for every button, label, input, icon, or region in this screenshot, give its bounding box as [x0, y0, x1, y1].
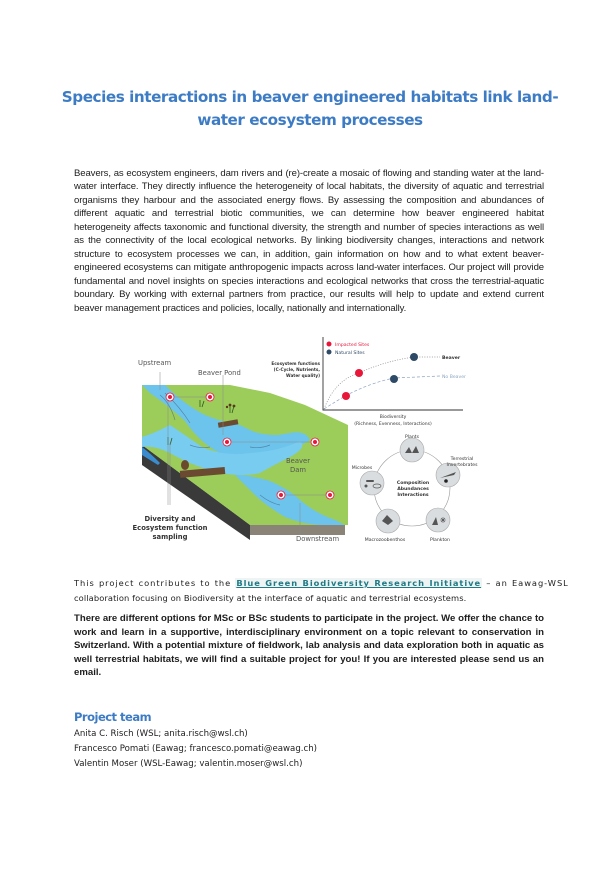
node-microbes: Microbes [351, 466, 373, 471]
label-sampling-3: sampling [152, 533, 188, 541]
node-macrozoobenthos: Macrozoobenthos [364, 538, 406, 543]
blue-green-initiative-link[interactable]: Blue Green Biodiversity Research Initiative [236, 578, 482, 588]
team-member: Anita C. Risch (WSL; anita.risch@wsl.ch) [74, 729, 248, 739]
node-invertebrates: Invertebrates [446, 463, 478, 468]
abstract-paragraph: Beavers, as ecosystem engineers, dam rivers and (re)-create a mosaic of flowing and standing water at the land-water interface. They directly influence the heterogeneity of local habitats, the diversity of aquatic and terrestrial organisms they harbour and the associated energy flows. By assessing the composition and abundances of different aquatic and terrestrial biotic communities, we can determine how beaver engineered habitat heterogeneity affects taxonomic and functional diversity, the strength and number of species interactions as well as the connectivity of the local ecological networks. By linking biodiversity changes, interactions and network structure to ecosystem processes we can, in addition, gain information on how and to what extent beaver-engineered ecosystems can mitigate anthropogenic impacts across land-water interfaces. Our project will provide fundamental and novel insights on species interactions and ecological networks that cross the terrestrial-aquatic boundary. By working with external partners from practice, our results will help to update and extend current beaver management practices and policies, locally, nationally and internationally. [74, 168, 544, 314]
team-member: Francesco Pomati (Eawag; francesco.pomati@eawag.ch) [74, 744, 318, 755]
beaver-habitat-illustration [130, 335, 500, 560]
contribution-paragraph [74, 576, 569, 606]
node-plants: Plants [405, 435, 419, 440]
svg-text:Water quality): Water quality) [286, 373, 320, 378]
contribution-suffix: – an Eawag-WSL [482, 578, 569, 588]
species-network-diagram [352, 434, 478, 543]
contribution-prefix: This project contributes to the [74, 578, 236, 588]
project-team-list [74, 727, 317, 773]
label-sampling-1: Diversity and [144, 515, 196, 523]
legend-impacted: Impacted Sites [335, 343, 370, 348]
label-beaver-dam-2: Dam [289, 466, 307, 474]
contribution-line-2: collaboration focusing on Biodiversity at the interface of aquatic and terrestrial ecosystems. [74, 593, 467, 603]
legend-natural: Natural Sites [335, 351, 365, 356]
label-sampling-2: Ecosystem function [132, 524, 208, 532]
node-plankton: Plankton [430, 538, 450, 543]
contribution-line-1 [74, 576, 569, 591]
label-beaver-dam-1: Beaver [285, 457, 311, 465]
node-terrestrial: Terrestrial [450, 457, 474, 462]
team-member: Valentin Moser (WSL-Eawag; valentin.moser@wsl.ch) [74, 759, 303, 770]
label-upstream: Upstream [138, 359, 172, 367]
svg-text:(C-Cycle, Nutrients,: (C-Cycle, Nutrients, [273, 367, 320, 372]
label-beaver-pond: Beaver Pond [198, 369, 241, 377]
project-figure [130, 335, 500, 560]
network-center-1: Composition [396, 481, 430, 486]
label-downstream: Downstream [296, 535, 340, 543]
svg-text:Ecosystem functions: Ecosystem functions [271, 361, 320, 366]
line-label-no-beaver: No Beaver [442, 375, 466, 380]
svg-text:(Richness, Evenness, Interacti: (Richness, Evenness, Interactions) [354, 422, 432, 427]
network-center-3: Interactions [397, 493, 429, 498]
project-team-heading: Project team [74, 710, 152, 724]
page-title: Species interactions in beaver engineered habitats link land-water ecosystem processes [61, 88, 559, 129]
line-label-beaver: Beaver [442, 356, 461, 361]
svg-text:Biodiversity: Biodiversity [379, 415, 407, 420]
student-offer-paragraph: There are different options for MSc or BSc students to participate in the project. We offer the chance to work and learn in a supportive, interdisciplinary environment on a topic relevant to conservation in Switzerland. With a potential mixture of fieldwork, lab analysis and data exploration both in aquatic as well terrestrial habitats, we will find a suitable project for you! If you are interested please send us an email. [74, 613, 544, 678]
network-center-2: Abundances [397, 487, 429, 492]
